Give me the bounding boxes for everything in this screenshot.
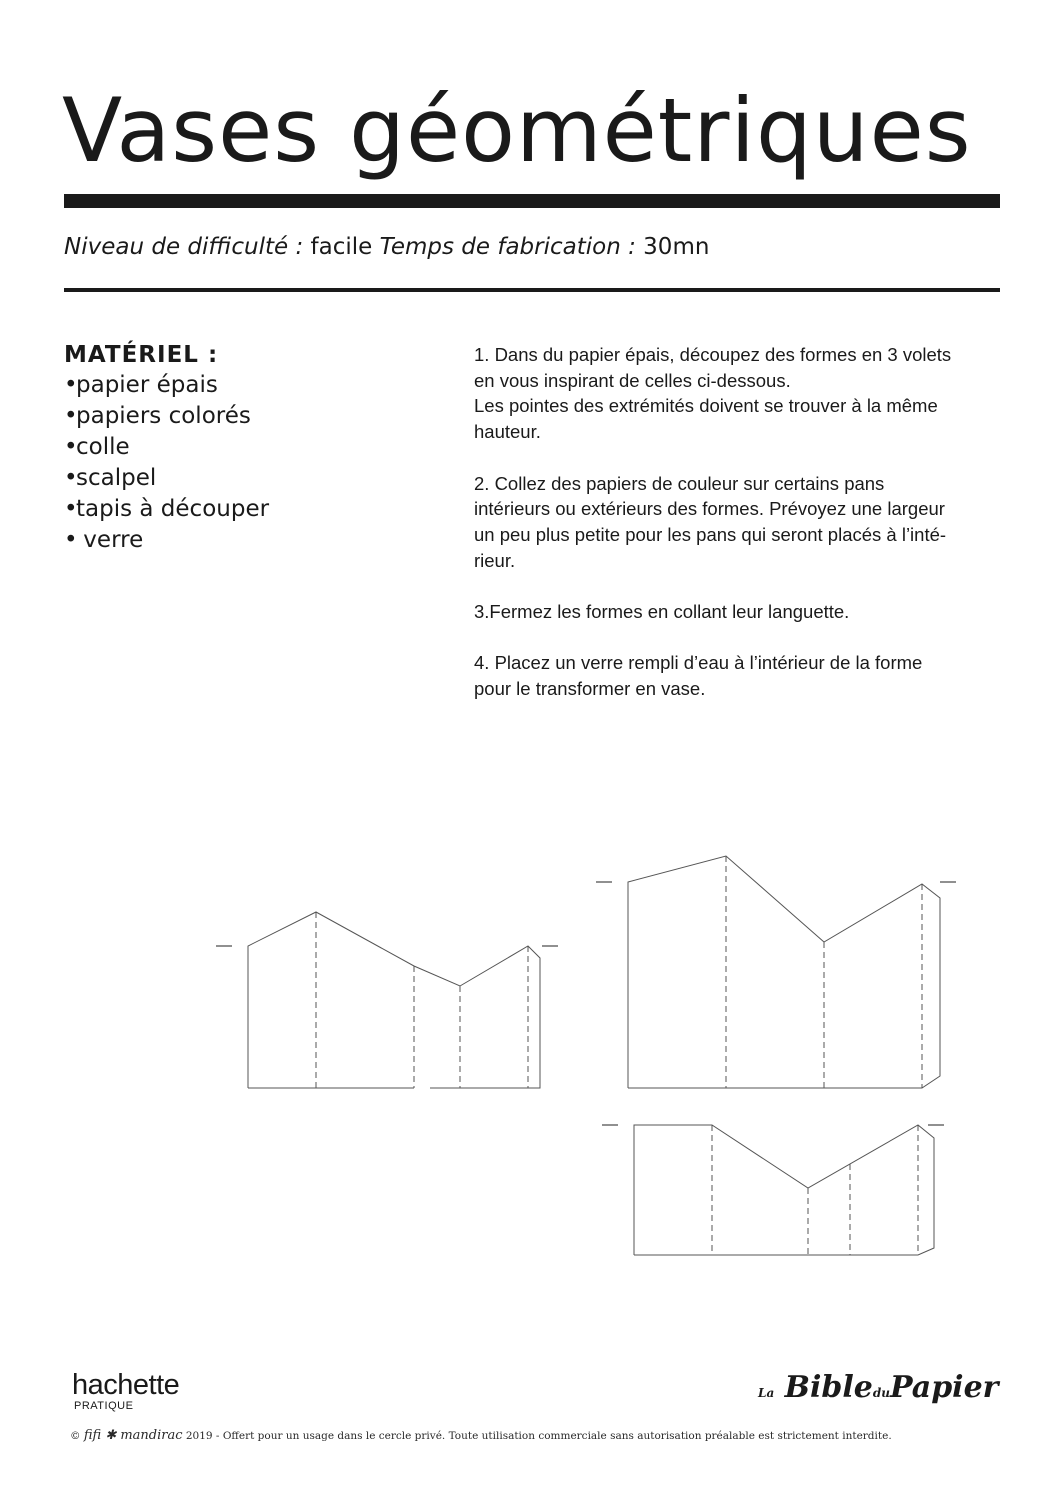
vase-template-top-right — [596, 856, 956, 1088]
step-2: 2. Collez des papiers de couleur sur certains pans intérieurs ou extérieurs des formes. Prévoyez une largeur un peu plus petite pour les pans qui seront placés à l’inté- rieur. — [474, 472, 947, 571]
copyright-footer — [70, 1428, 892, 1443]
materials-heading: MATÉRIEL : — [64, 342, 219, 368]
instructions — [474, 342, 1014, 727]
title-underline — [64, 194, 1000, 208]
materials-section — [64, 342, 269, 556]
materials-list — [64, 370, 269, 556]
step-3: 3.Fermez les formes en collant leur languette. — [474, 601, 850, 622]
time-label: Temps de fabrication : — [379, 234, 636, 260]
list-item: • verre — [64, 525, 269, 556]
list-item: •papier épais — [64, 370, 269, 401]
publisher-logo — [72, 1370, 179, 1412]
publisher-name: hachette — [72, 1369, 180, 1401]
brand-logo: La BibleduPapier — [758, 1370, 999, 1405]
page-title: Vases géométriques — [62, 79, 972, 182]
bullet-icon: • — [64, 434, 78, 460]
publisher-sub: PRATIQUE — [74, 1400, 134, 1412]
meta-divider — [64, 288, 1000, 292]
bullet-icon: • — [64, 403, 78, 429]
vase-templates — [0, 840, 1058, 1280]
list-item: •scalpel — [64, 463, 269, 494]
author-name: fifi ✱ mandirac — [83, 1428, 183, 1443]
meta-line — [64, 234, 709, 260]
bullet-icon: • — [64, 465, 78, 491]
vase-template-bottom-right — [602, 1125, 944, 1255]
list-item: •papiers colorés — [64, 401, 269, 432]
time-value: 30mn — [643, 234, 710, 260]
difficulty-label: Niveau de difficulté : — [64, 234, 304, 260]
step-1: 1. Dans du papier épais, découpez des formes en 3 volets en vous inspirant de celles ci-dessous. Les pointes des extrémités doivent se trouver à la même hauteur. — [474, 344, 952, 443]
vase-template-left — [216, 912, 558, 1088]
difficulty-value: facile — [310, 234, 373, 260]
step-4: 4. Placez un verre rempli d’eau à l’intérieur de la forme pour le transformer en vase. — [474, 652, 923, 700]
list-item: •colle — [64, 432, 269, 463]
bullet-icon: • — [64, 527, 78, 553]
bullet-icon: • — [64, 496, 78, 522]
list-item: •tapis à découper — [64, 494, 269, 525]
bullet-icon: • — [64, 372, 78, 398]
copyright-symbol: © — [70, 1430, 81, 1442]
copyright-text: 2019 - Offert pour un usage dans le cercle privé. Toute utilisation commerciale sans autorisation préalable est strictement interdite. — [185, 1430, 892, 1442]
